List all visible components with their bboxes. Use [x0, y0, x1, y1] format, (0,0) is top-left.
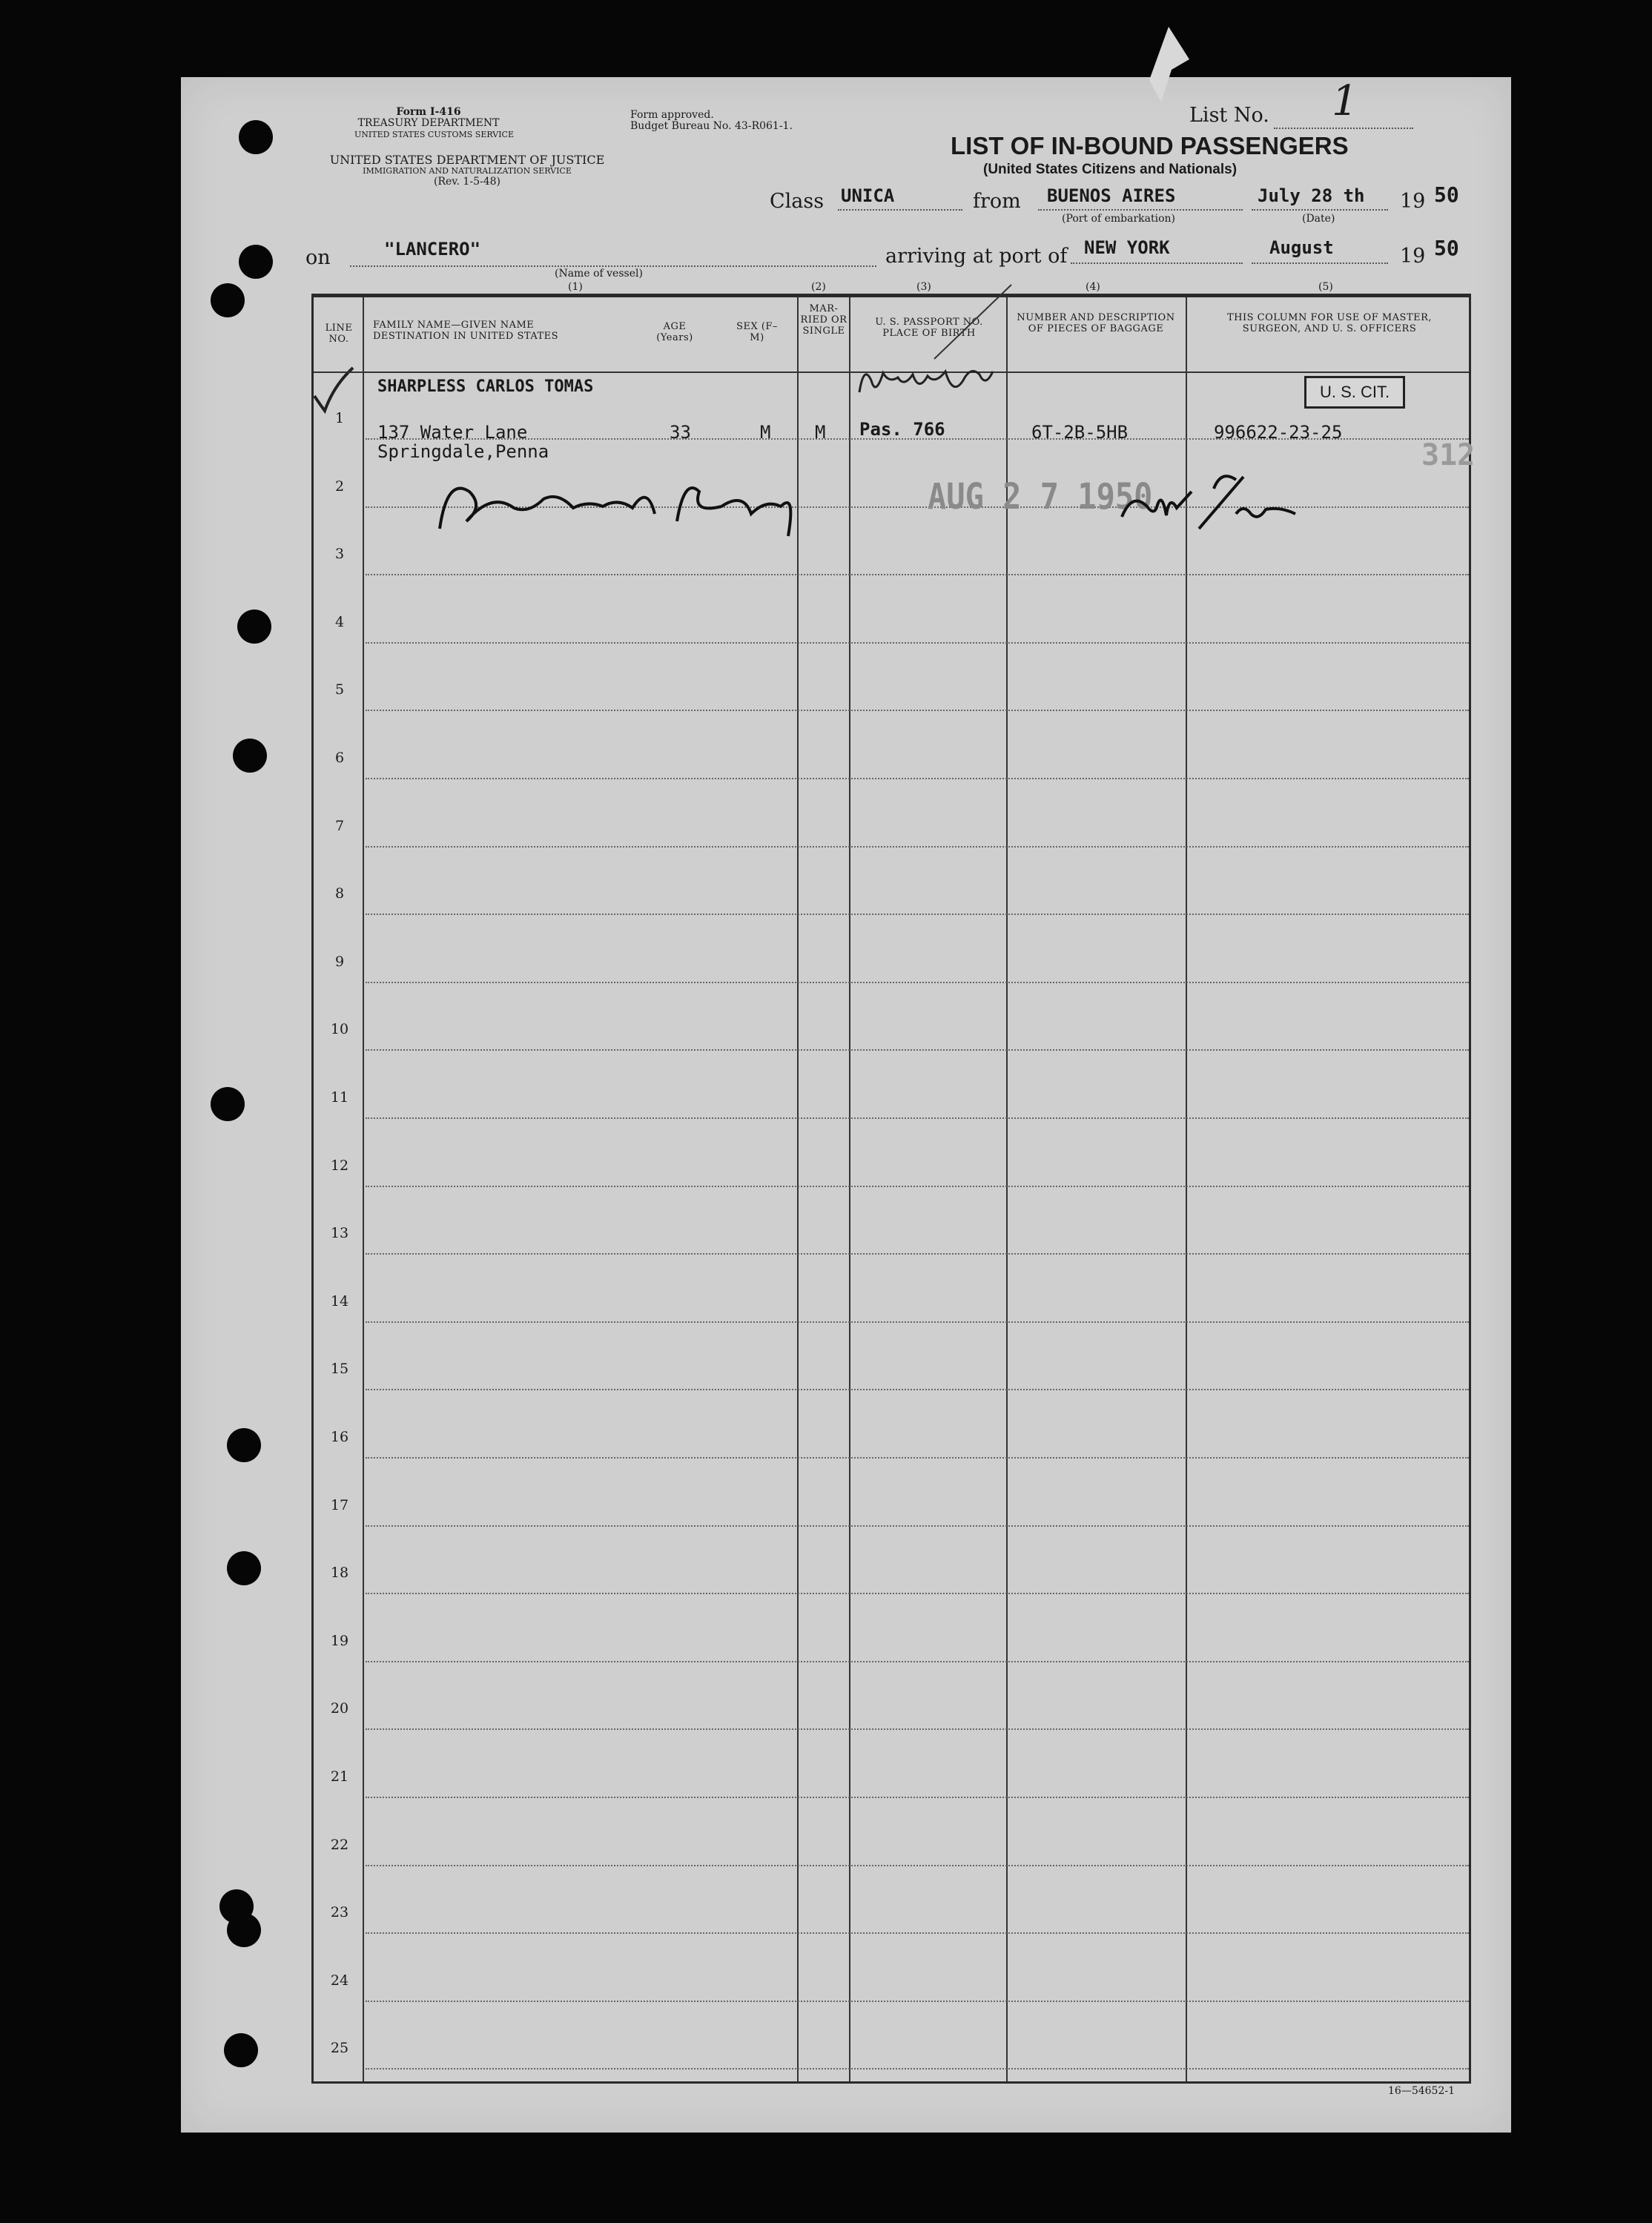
col-number: (3) [916, 281, 931, 293]
arrival-year: 50 [1434, 236, 1459, 260]
on-label: on [305, 246, 331, 269]
header-line-no: LINE NO. [325, 323, 353, 345]
class-label: Class [770, 190, 825, 213]
table-row-rule [366, 1117, 1469, 1119]
header-married: MAR-RIED OR SINGLE [800, 303, 848, 337]
table-row-rule [366, 1253, 1469, 1255]
binder-hole [239, 245, 273, 279]
citizen-stamp: U. S. CIT. [1304, 376, 1405, 409]
binder-hole [237, 610, 271, 644]
list-no-label: List No. [1189, 104, 1269, 127]
line-number: 20 [330, 1700, 349, 1717]
line-number: 6 [334, 750, 345, 766]
line-number: 21 [330, 1768, 349, 1785]
binder-hole [224, 2033, 258, 2067]
line-number: 16 [330, 1429, 349, 1445]
passenger-name: SHARPLESS CARLOS TOMAS [377, 377, 594, 396]
header-name-label: FAMILY NAME—GIVEN NAME [373, 320, 535, 331]
handwritten-annotation [855, 358, 996, 404]
line-number: 2 [334, 478, 345, 495]
port-of-embarkation: BUENOS AIRES [1047, 185, 1176, 206]
column-divider [849, 297, 850, 2081]
binder-hole [211, 1087, 245, 1121]
approval-note: Form approved. Budget Bureau No. 43-R061-1. [630, 109, 793, 132]
table-row-rule [366, 574, 1469, 575]
table-row-rule [366, 1932, 1469, 1934]
line-number: 17 [330, 1496, 349, 1513]
line-number: 11 [330, 1089, 349, 1106]
class-value: UNICA [841, 185, 895, 206]
from-label: from [973, 190, 1021, 213]
table-row-rule [366, 914, 1469, 915]
torn-corner [1146, 24, 1206, 105]
table-row-rule [366, 1593, 1469, 1594]
passenger-table [311, 294, 1476, 2084]
arrival-month: August [1269, 237, 1334, 258]
column-divider [1186, 297, 1187, 2081]
form-block: Form I-416 TREASURY DEPARTMENT UNITED STATES CUSTOMS SERVICE [354, 106, 514, 139]
line-number: 23 [330, 1904, 349, 1921]
vessel-line [350, 265, 876, 267]
table-row-rule [366, 778, 1469, 779]
vessel-caption: (Name of vessel) [555, 268, 643, 280]
line-number: 22 [330, 1836, 349, 1853]
table-row-rule [366, 1049, 1469, 1051]
port-line [1038, 209, 1243, 211]
table-row-rule [366, 846, 1469, 848]
arrival-year-prefix: 19 [1400, 245, 1426, 268]
col-number: (1) [568, 281, 583, 293]
binder-hole [227, 1913, 261, 1947]
header-sex: SEX (F–M) [736, 321, 778, 343]
line-number: 7 [334, 817, 345, 834]
margin-number: 312 [1421, 438, 1476, 472]
binder-hole [233, 739, 267, 773]
arrival-month-line [1252, 262, 1388, 264]
arrival-port: NEW YORK [1084, 237, 1170, 258]
baggage-description: 6T-2B-5HB [1031, 422, 1129, 443]
line-number: 24 [330, 1972, 349, 1989]
year-prefix: 19 [1400, 190, 1426, 213]
passenger-address-city: Springdale,Penna [377, 441, 549, 462]
table-row-rule [366, 1797, 1469, 1798]
line-number: 1 [334, 410, 345, 426]
binder-hole [211, 283, 245, 317]
arrival-port-line [1071, 262, 1243, 264]
table-row-rule [366, 1661, 1469, 1662]
col-number: (5) [1318, 281, 1333, 293]
header-destination-label: DESTINATION IN UNITED STATES [373, 331, 559, 342]
date-caption: (Date) [1302, 213, 1335, 225]
passenger-age: 33 [670, 422, 691, 443]
departure-date: July 28 th [1258, 185, 1365, 206]
column-divider [797, 297, 799, 2081]
handwritten-initials [1117, 462, 1303, 544]
port-caption: (Port of embarkation) [1062, 213, 1175, 225]
binder-hole [227, 1428, 261, 1462]
line-number: 8 [334, 885, 345, 902]
table-row-rule [366, 1321, 1469, 1323]
passenger-married: M [815, 422, 826, 443]
table-row-rule [366, 642, 1469, 644]
line-number: 10 [330, 1021, 349, 1038]
table-row-rule [366, 1865, 1469, 1866]
passport-number: Pas. 766 [859, 419, 945, 440]
table-row-rule [366, 1389, 1469, 1390]
justice-block: UNITED STATES DEPARTMENT OF JUSTICE IMMIGRATION AND NATURALIZATION SERVICE (Rev. 1-5-48) [329, 153, 605, 188]
binder-hole [239, 120, 273, 154]
table-row-rule [366, 1728, 1469, 1730]
line-number: 9 [334, 953, 345, 970]
header-baggage: NUMBER AND DESCRIPTION OF PIECES OF BAGGAGE [1017, 312, 1175, 334]
line-number: 13 [330, 1225, 349, 1242]
header-passport: U. S. PASSPORT NO. PLACE OF BIRTH [875, 317, 983, 339]
table-row-rule [366, 1186, 1469, 1187]
table-row-rule [366, 710, 1469, 711]
arriving-label: arriving at port of [885, 245, 1068, 268]
column-divider [363, 297, 364, 2081]
line-number: 18 [330, 1565, 349, 1582]
line-number: 5 [334, 681, 345, 698]
header-officers: THIS COLUMN FOR USE OF MASTER, SURGEON, AND U. S. OFFICERS [1226, 312, 1433, 334]
table-row-rule [366, 1457, 1469, 1459]
header-age: AGE (Years) [656, 321, 693, 343]
col-number: (4) [1086, 281, 1100, 293]
date-line [1252, 209, 1388, 211]
line-number: 19 [330, 1632, 349, 1649]
binder-hole [227, 1551, 261, 1585]
table-row-rule [366, 982, 1469, 983]
date-stamp: AUG 2 7 1950 [928, 475, 1153, 518]
passenger-sex: M [760, 422, 771, 443]
page-subtitle: (United States Citizens and Nationals) [983, 162, 1238, 177]
footer-code: 16—54652-1 [1388, 2085, 1455, 2097]
header-name [373, 320, 558, 342]
table-row-rule [366, 2001, 1469, 2002]
page-title: LIST OF IN-BOUND PASSENGERS [951, 132, 1349, 159]
officer-reference: 996622-23-25 [1214, 422, 1343, 443]
line-number: 25 [330, 2040, 349, 2057]
line-number: 15 [330, 1361, 349, 1378]
column-divider [1006, 297, 1008, 2081]
col-number: (2) [811, 281, 826, 293]
class-line [838, 209, 962, 211]
list-no-value: 1 [1332, 77, 1358, 125]
pencil-stroke [930, 282, 1019, 363]
handwritten-signature [425, 462, 840, 544]
list-no-line [1274, 128, 1413, 129]
line-number: 4 [334, 613, 345, 630]
line-number: 3 [334, 546, 345, 563]
table-row-rule [366, 2068, 1469, 2070]
year-value: 50 [1434, 182, 1459, 207]
table-row-rule [366, 1525, 1469, 1527]
line-number: 12 [330, 1157, 349, 1174]
vessel-name: "LANCERO" [384, 239, 481, 260]
passenger-address-street: 137 Water Lane [377, 422, 528, 443]
line-number: 14 [330, 1292, 349, 1309]
